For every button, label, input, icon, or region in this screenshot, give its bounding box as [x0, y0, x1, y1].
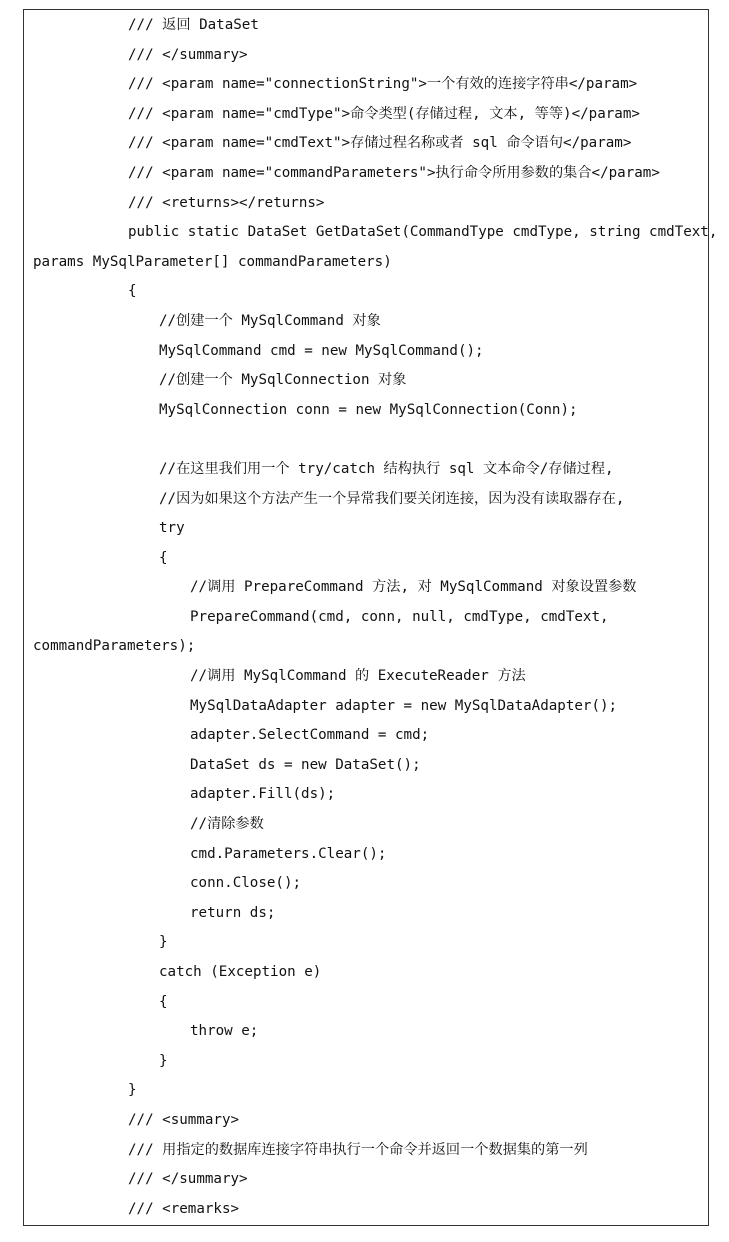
code-line: /// <param name="cmdText">存储过程名称或者 sql 命令语句</param> [128, 135, 632, 152]
code-line: } [159, 934, 168, 951]
code-line: //调用 MySqlCommand 的 ExecuteReader 方法 [190, 668, 526, 685]
code-line: /// <remarks> [128, 1200, 240, 1217]
code-line: } [128, 1082, 137, 1099]
code-line: /// <param name="commandParameters">执行命令所用参数的集合</param> [128, 164, 660, 181]
code-line: //调用 PrepareCommand 方法, 对 MySqlCommand 对象设置参数 [190, 579, 637, 596]
code-line: /// <param name="connectionString">一个有效的连接字符串</param> [128, 76, 638, 93]
code-line: throw e; [190, 1023, 259, 1040]
code-line: /// <returns></returns> [128, 194, 325, 211]
code-line: catch (Exception e) [159, 964, 322, 980]
code-line: cmd.Parameters.Clear(); [190, 845, 387, 862]
code-line: MySqlConnection conn = new MySqlConnection(Conn); [159, 401, 578, 418]
code-line: //因为如果这个方法产生一个异常我们要关闭连接，因为没有读取器存在, [159, 490, 625, 507]
code-line: //清除参数 [190, 816, 264, 833]
code-line: { [159, 549, 168, 566]
code-line: //创建一个 MySqlConnection 对象 [159, 372, 407, 389]
code-line: /// <param name="cmdType">命令类型(存储过程, 文本, 等等)</param> [128, 105, 640, 122]
code-line: MySqlCommand cmd = new MySqlCommand(); [159, 342, 484, 359]
code-line: try [159, 520, 185, 537]
code-line: { [159, 993, 168, 1010]
code-line [0, 425, 729, 455]
code-line: adapter.SelectCommand = cmd; [190, 727, 430, 744]
code-listing [0, 11, 729, 1224]
code-line: } [159, 1052, 168, 1069]
code-line: /// 用指定的数据库连接字符串执行一个命令并返回一个数据集的第一列 [128, 1141, 588, 1158]
code-line: MySqlDataAdapter adapter = new MySqlDataAdapter(); [190, 697, 618, 714]
code-line: //创建一个 MySqlCommand 对象 [159, 312, 381, 329]
code-line: DataSet ds = new DataSet(); [190, 756, 421, 773]
code-line: params MySqlParameter[] commandParameters) [33, 253, 392, 270]
code-line: /// </summary> [128, 46, 248, 63]
code-line: adapter.Fill(ds); [190, 786, 336, 803]
code-line: /// </summary> [128, 1171, 248, 1188]
code-line: PrepareCommand(cmd, conn, null, cmdType, cmdText, [190, 608, 609, 625]
code-line: conn.Close(); [190, 875, 302, 892]
code-line: /// <summary> [128, 1111, 240, 1128]
code-line: { [128, 283, 137, 300]
code-line: /// 返回 DataSet [128, 17, 259, 33]
code-line: commandParameters); [33, 638, 196, 655]
code-line: //在这里我们用一个 try/catch 结构执行 sql 文本命令/存储过程, [159, 460, 614, 477]
code-line: return ds; [190, 904, 276, 921]
code-line: public static DataSet GetDataSet(CommandType cmdType, string cmdText, [128, 224, 718, 241]
